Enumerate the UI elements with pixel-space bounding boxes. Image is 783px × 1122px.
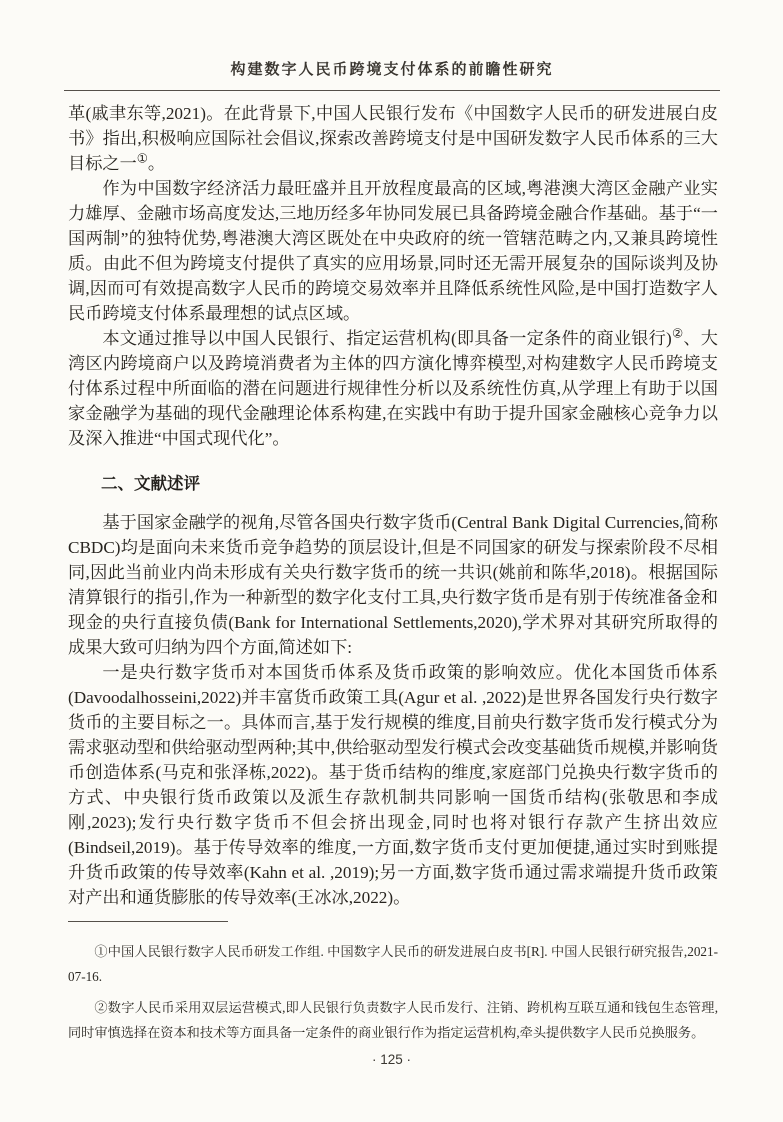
paragraph-text: 革(戚聿东等,2021)。在此背景下,中国人民银行发布《中国数字人民币的研发进展白皮书》指出,积极响应国际社会倡议,探索改善跨境支付是中国研发数字人民币体系的三大目标之一 xyxy=(68,104,718,173)
page-number: · 125 · xyxy=(371,1052,412,1067)
page-footer xyxy=(0,1052,783,1067)
paragraph-intro-continued xyxy=(68,101,718,176)
paragraph-greater-bay-area: 作为中国数字经济活力最旺盛并且开放程度最高的区域,粤港澳大湾区金融产业实力雄厚、金融市场高度发达,三地历经多年协同发展已具备跨境金融合作基础。基于“一国两制”的独特优势,粤港澳大湾区既处在中央政府的统一管辖范畴之内,又兼具跨境性质。由此不但为跨境支付提供了真实的应用场景,同时还无需开展复杂的国际谈判及协调,因而可有效提高数字人民币的跨境交易效率并且降低系统性风险,是中国打造数字人民币跨境支付体系最理想的试点区域。 xyxy=(68,179,718,323)
section-heading-literature-review: 二、文献述评 xyxy=(101,475,200,493)
paragraph-text: 本文通过推导以中国人民银行、指定运营机构(即具备一定条件的商业银行) xyxy=(102,329,672,348)
footnote-ref-2: ② xyxy=(671,326,684,341)
paragraph-methodology xyxy=(68,326,718,451)
article-body xyxy=(68,101,718,910)
paragraph-literature-overview: 基于国家金融学的视角,尽管各国央行数字货币(Central Bank Digital Currencies,简称CBDC)均是面向未来货币竞争趋势的顶层设计,但是不同国家的研发与探索阶段不尽相同,因此当前业内尚未形成有关央行数字货币的统一共识(姚前和陈华,2018)。根据国际清算银行的指引,作为一种新型的数字化支付工具,央行数字货币是有别于传统准备金和现金的央行直接负债(Bank for International Settlements,2020),学术界对其研究所取得的成果大致可归纳为四个方面,简述如下: xyxy=(68,513,718,657)
footnote-ref-1: ① xyxy=(136,151,148,166)
paragraph-literature-effects: 一是央行数字货币对本国货币体系及货币政策的影响效应。优化本国货币体系(Davoodalhosseini,2022)并丰富货币政策工具(Agur et al. ,2022)是世界各国发行央行数字货币的主要目标之一。具体而言,基于发行规模的维度,目前央行数字货币发行模式分为需求驱动型和供给驱动型两种;其中,供给驱动型发行模式会改变基础货币规模,并影响货币创造体系(马克和张泽栋,2022)。基于货币结构的维度,家庭部门兑换央行数字货币的方式、中央银行货币政策以及派生存款机制共同影响一国货币结构(张敬思和李成刚,2023);发行央行数字货币不但会挤出现金,同时也将对银行存款产生挤出效应(Bindseil,2019)。基于传导效率的维度,一方面,数字货币支付更加便捷,通过实时到账提升货币政策的传导效率(Kahn et al. ,2019);另一方面,数字货币通过需求端提升货币政策对产出和通货膨胀的传导效率(王冰冰,2022)。 xyxy=(68,663,718,907)
footnote-1: ①中国人民银行数字人民币研发工作组. 中国数字人民币的研发进展白皮书[R]. 中国人民银行研究报告,2021-07-16. xyxy=(68,944,718,984)
footnote-separator-rule xyxy=(68,921,228,922)
footnote-2: ②数字人民币采用双层运营模式,即人民银行负责数字人民币发行、注销、跨机构互联互通和钱包生态管理,同时审慎选择在资本和技术等方面具备一定条件的商业银行作为指定运营机构,牵头提供数字人民币兑换服务。 xyxy=(68,1000,718,1040)
running-header-title: 构建数字人民币跨境支付体系的前瞻性研究 xyxy=(230,62,554,78)
running-header xyxy=(64,58,720,91)
paragraph-text: 、大湾区内跨境商户以及跨境消费者为主体的四方演化博弈模型,对构建数字人民币跨境支付体系过程中所面临的潜在问题进行规律性分析以及系统性仿真,从学理上有助于以国家金融学为基础的现代金融理论体系构建,在实践中有助于提升国家金融核心竞争力以及深入推进“中国式现代化”。 xyxy=(68,329,718,448)
footnotes-section xyxy=(68,921,718,1045)
paragraph-text: 。 xyxy=(147,154,166,173)
